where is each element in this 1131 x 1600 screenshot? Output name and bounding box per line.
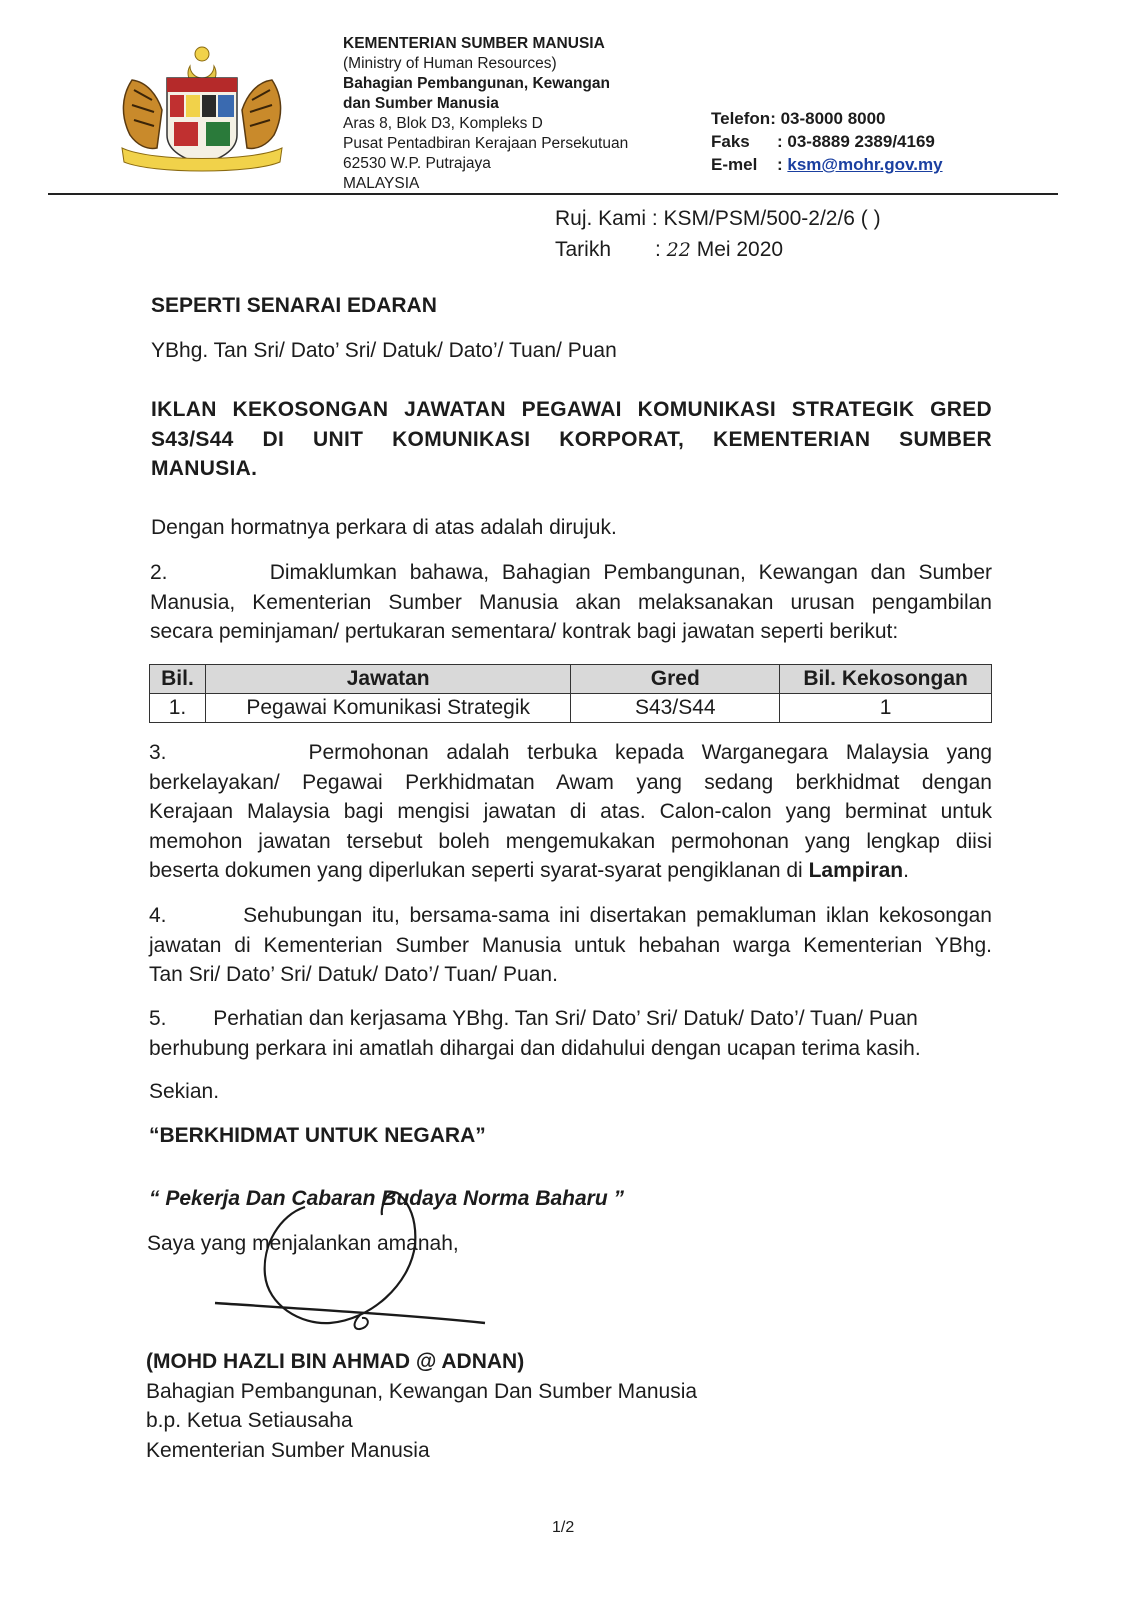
signatory-name: (MOHD HAZLI BIN AHMAD @ ADNAN) bbox=[146, 1350, 525, 1373]
table-cell: 1 bbox=[780, 694, 992, 723]
ruj-label: Ruj. Kami bbox=[555, 207, 647, 230]
slogan: “BERKHIDMAT UNTUK NEGARA” bbox=[149, 1124, 486, 1147]
coat-of-arms-emblem bbox=[112, 40, 292, 180]
fax-label: Faks bbox=[711, 132, 750, 151]
paragraph-text: beserta dokumen yang diperlukan seperti syarat-syarat pengiklanan di bbox=[149, 859, 809, 882]
address-line: MALAYSIA bbox=[343, 175, 420, 192]
paragraph-line: berhubung perkara ini amatlah dihargai dan didahului dengan ucapan terima kasih. bbox=[149, 1036, 921, 1060]
paragraph-line: 3. Permohonan adalah terbuka kepada Warganegara Malaysia yang bbox=[149, 741, 992, 764]
paragraph-line bbox=[149, 856, 992, 886]
date-value: Mei 2020 bbox=[696, 238, 784, 261]
division-line1: Bahagian Pembangunan, Kewangan bbox=[343, 75, 610, 92]
paragraph-line: 4. Sehubungan itu, bersama-sama ini disertakan pemakluman iklan kekosongan bbox=[149, 904, 992, 927]
table-header-cell: Jawatan bbox=[205, 665, 570, 694]
email-link[interactable]: ksm@mohr.gov.my bbox=[787, 155, 943, 174]
motto: “ Pekerja Dan Cabaran Budaya Norma Baharu ” bbox=[149, 1187, 625, 1210]
ministry-name: KEMENTERIAN SUMBER MANUSIA bbox=[343, 35, 605, 52]
tel-value: 03-8000 8000 bbox=[780, 109, 886, 128]
ruj-value: KSM/PSM/500-2/2/6 ( ) bbox=[663, 207, 881, 230]
table-header-cell: Bil. bbox=[150, 665, 206, 694]
subject-line: MANUSIA. bbox=[151, 457, 258, 480]
paragraph-line: 5. Perhatian dan kerjasama YBhg. Tan Sri/ Dato’ Sri/ Datuk/ Dato’/ Tuan/ Puan bbox=[149, 1007, 918, 1030]
table-header-row bbox=[150, 665, 992, 694]
lampiran-reference: Lampiran bbox=[808, 859, 904, 882]
paragraph-line: memohon jawatan tersebut boleh mengemukakan permohonan yang lengkap diisi bbox=[149, 829, 992, 853]
paragraph-line: secara peminjaman/ pertukaran sementara/ kontrak bagi jawatan seperti berikut: bbox=[150, 620, 899, 643]
paragraph-4 bbox=[149, 901, 992, 990]
table-cell: Pegawai Komunikasi Strategik bbox=[205, 694, 570, 723]
fax-value: 03-8889 2389/4169 bbox=[787, 132, 935, 151]
opening-paragraph: Dengan hormatnya perkara di atas adalah dirujuk. bbox=[151, 516, 617, 539]
subject-line: S43/S44 DI UNIT KOMUNIKASI KORPORAT, KEMENTERIAN SUMBER bbox=[151, 427, 992, 451]
paragraph-text: . bbox=[903, 859, 909, 882]
address-line: Aras 8, Blok D3, Kompleks D bbox=[343, 115, 543, 132]
signatory-line: Kementerian Sumber Manusia bbox=[146, 1438, 430, 1462]
table-header-cell: Gred bbox=[571, 665, 780, 694]
email-label: E-mel bbox=[711, 155, 758, 174]
reference-block: Ruj. Kami : KSM/PSM/500-2/2/6 ( ) Tarikh : 22 Mei 2020 bbox=[555, 203, 881, 266]
header-divider bbox=[48, 193, 1058, 195]
address-line: Pusat Pentadbiran Kerajaan Persekutuan bbox=[343, 135, 629, 152]
date-day-handwritten: 22 bbox=[666, 239, 691, 261]
table-header-cell: Bil. Kekosongan bbox=[780, 665, 992, 694]
paragraph-line: Tan Sri/ Dato’ Sri/ Datuk/ Dato’/ Tuan/ Puan. bbox=[149, 963, 558, 986]
paragraph-line: Manusia, Kementerian Sumber Manusia akan melaksanakan urusan pengambilan bbox=[150, 590, 992, 614]
signatory-line: b.p. Ketua Setiausaha bbox=[146, 1409, 353, 1432]
signatory-line: Bahagian Pembangunan, Kewangan Dan Sumber Manusia bbox=[146, 1379, 698, 1403]
table-row bbox=[150, 694, 992, 723]
paragraph-line: Kerajaan Malaysia bagi mengisi jawatan di atas. Calon-calon yang berminat untuk bbox=[149, 800, 992, 823]
closing: Sekian. bbox=[149, 1080, 220, 1103]
paragraph-3 bbox=[149, 738, 992, 886]
tel-label: Telefon bbox=[711, 109, 771, 128]
handwritten-signature bbox=[210, 1175, 500, 1335]
address-line: 62530 W.P. Putrajaya bbox=[343, 155, 491, 172]
sign-off: Saya yang menjalankan amanah, bbox=[147, 1232, 459, 1255]
division-line2: dan Sumber Manusia bbox=[343, 95, 499, 112]
paragraph-line: 2. Dimaklumkan bahawa, Bahagian Pembangunan, Kewangan dan Sumber bbox=[150, 561, 992, 584]
subject-title bbox=[151, 395, 992, 484]
salutation: YBhg. Tan Sri/ Dato’ Sri/ Datuk/ Dato’/ Tuan/ Puan bbox=[151, 339, 617, 362]
page-number: 1/2 bbox=[552, 1519, 575, 1536]
contact-block: Telefon: 03-8000 8000 Faks : 03-8889 2389/4169 E-mel : ksm@mohr.gov.my bbox=[711, 109, 943, 174]
recipient: SEPERTI SENARAI EDARAN bbox=[151, 294, 437, 317]
table-cell: S43/S44 bbox=[571, 694, 780, 723]
letterhead-address-block bbox=[343, 34, 683, 194]
signatory-block bbox=[146, 1347, 697, 1465]
paragraph-2 bbox=[150, 558, 992, 647]
subject-line: IKLAN KEKOSONGAN JAWATAN PEGAWAI KOMUNIKASI STRATEGIK GRED bbox=[151, 398, 992, 421]
date-label: Tarikh bbox=[555, 238, 612, 261]
paragraph-5 bbox=[149, 1004, 992, 1063]
ministry-name-en: (Ministry of Human Resources) bbox=[343, 55, 557, 72]
vacancy-table bbox=[149, 664, 992, 723]
paragraph-line: berkelayakan/ Pegawai Perkhidmatan Awam yang sedang berkhidmat dengan bbox=[149, 770, 992, 794]
paragraph-line: jawatan di Kementerian Sumber Manusia untuk hebahan warga Kementerian YBhg. bbox=[149, 933, 992, 957]
table-cell: 1. bbox=[150, 694, 206, 723]
